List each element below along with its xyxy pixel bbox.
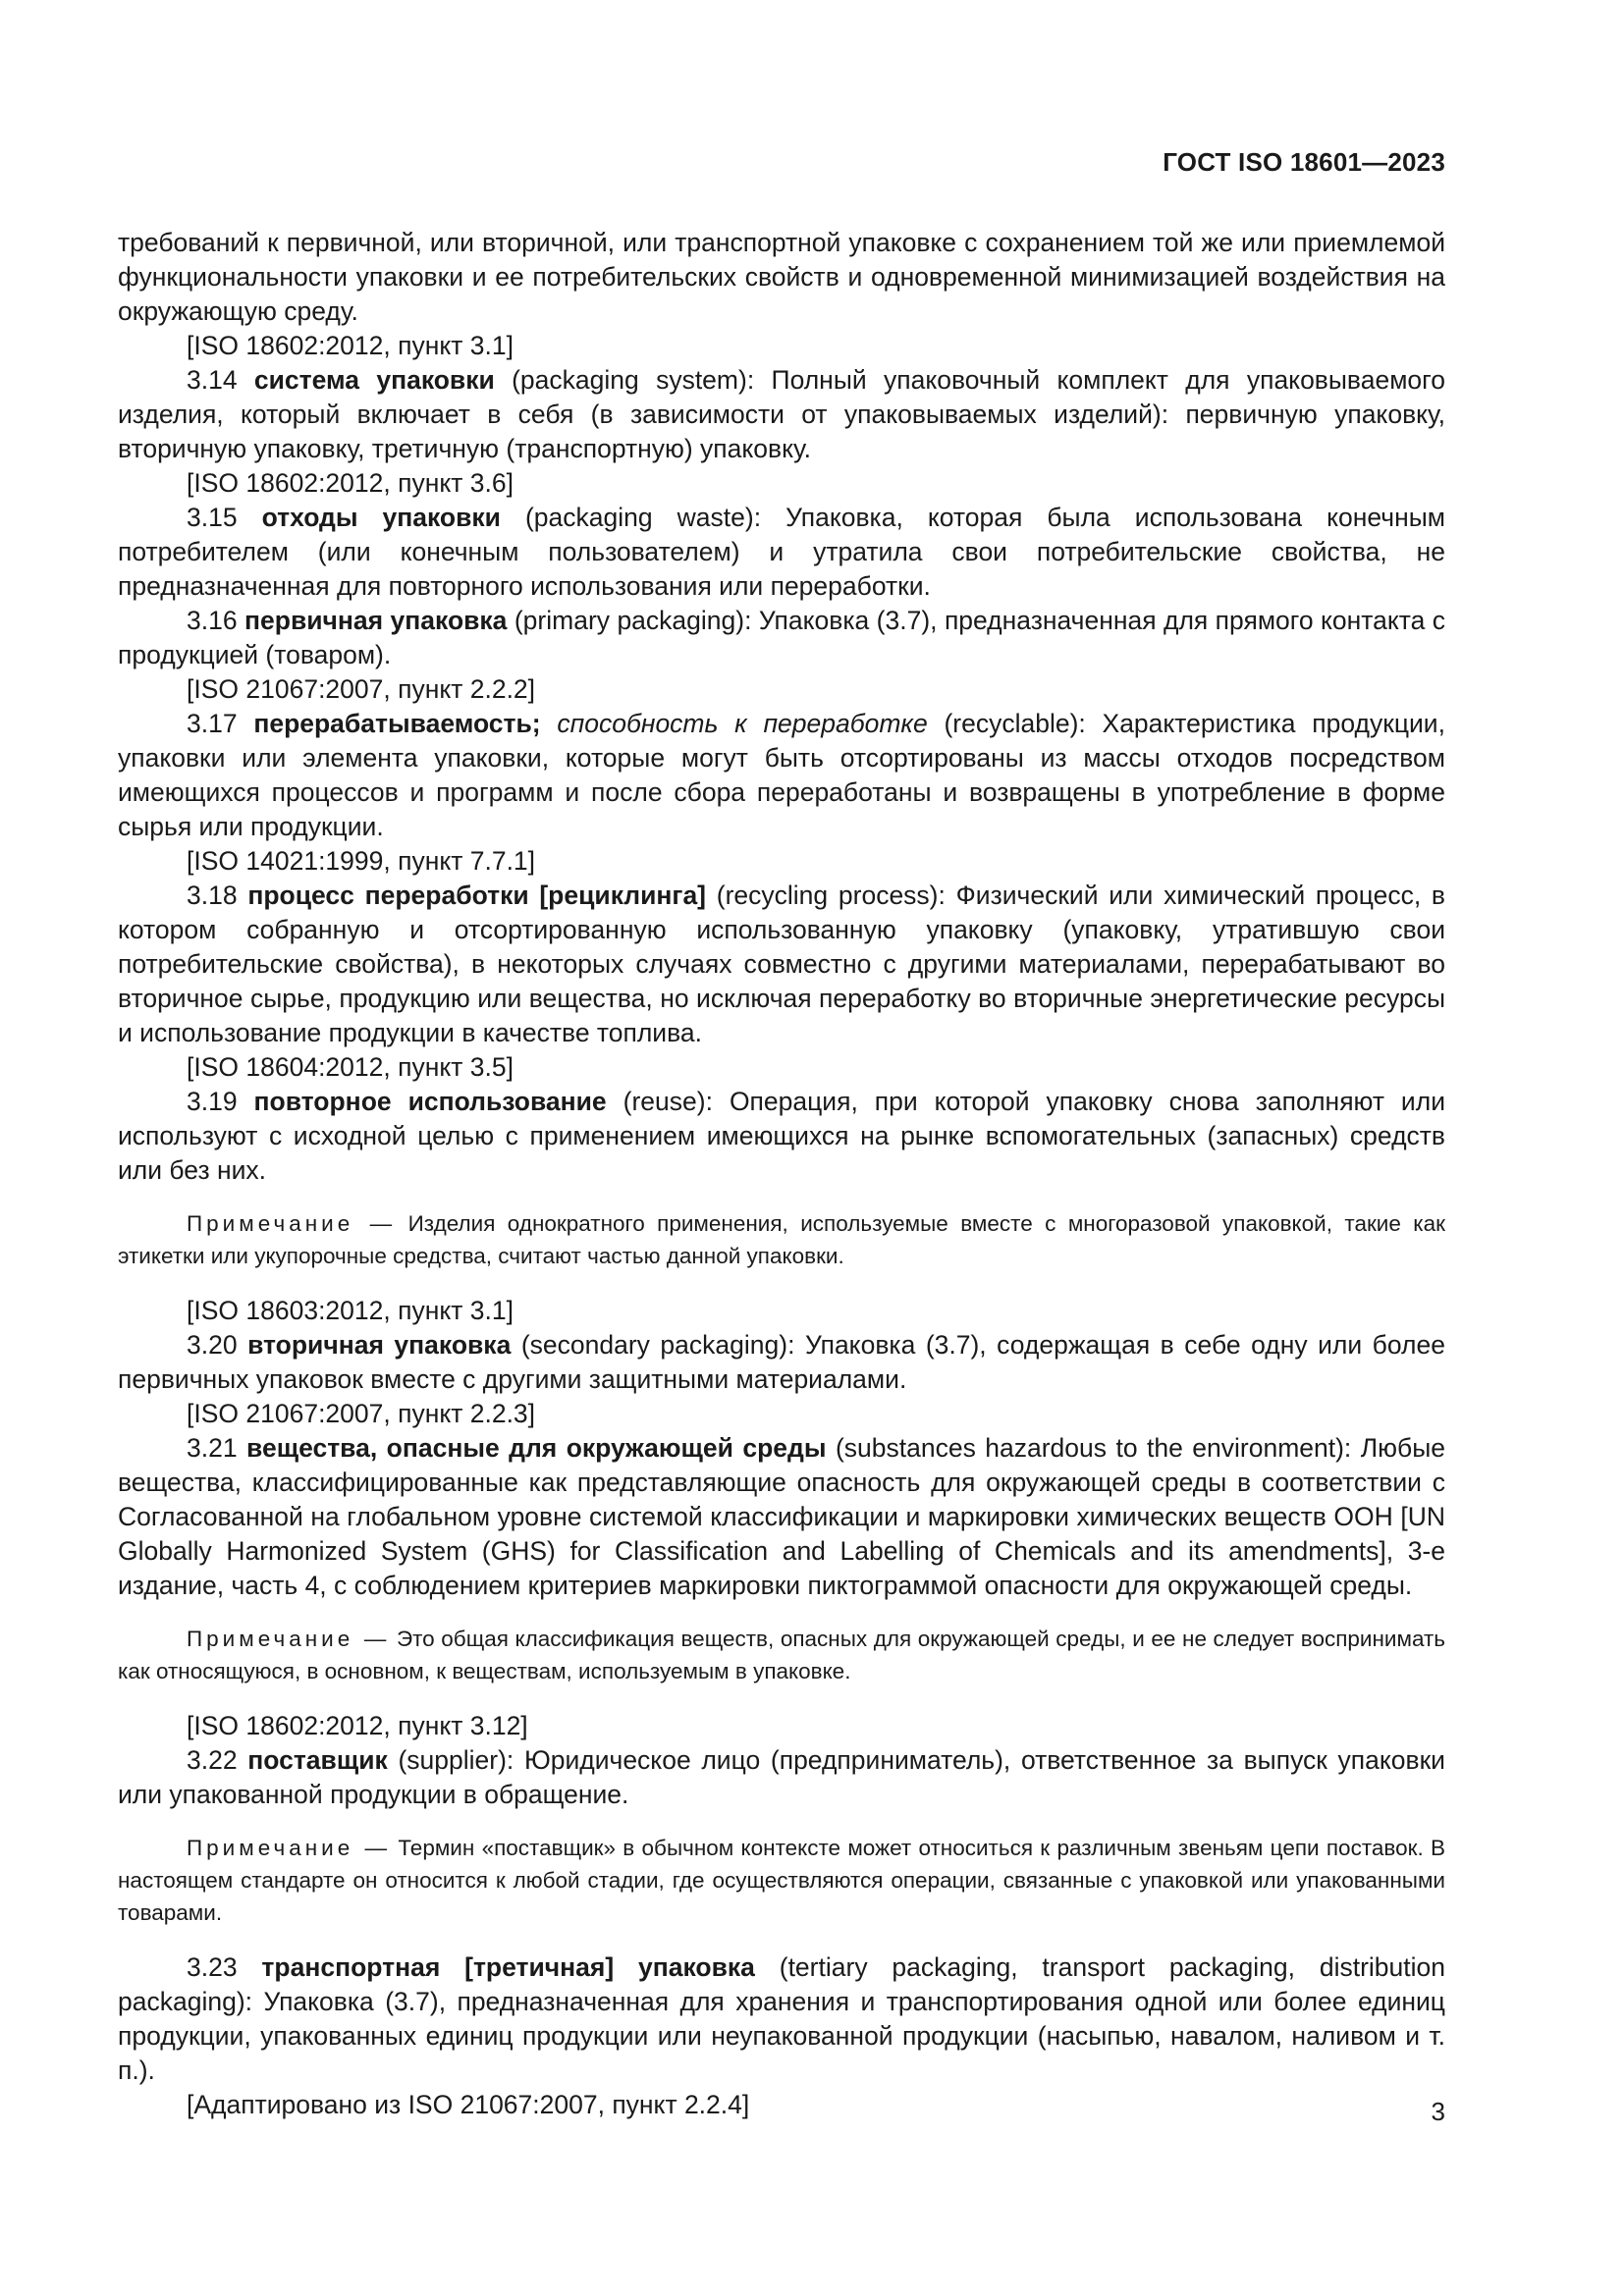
note-label: Примечание — [187,1627,391,1651]
document-body [118,226,1445,2122]
intro-reference: [ISO 18602:2012, пункт 3.1] [187,331,514,360]
term-number: 3.22 [187,1745,238,1775]
term-english: (secondary packaging): [520,1330,795,1360]
term-name: система упаковки [253,365,495,395]
term-english: (packaging system): [512,365,755,395]
term-reference: [ISO 21067:2007, пункт 2.2.3] [187,1399,536,1428]
note-3-22 [118,1832,1445,1929]
note-3-21 [118,1623,1445,1687]
term-3-21 [118,1431,1445,1603]
term-3-14 [118,363,1445,466]
term-reference: [Адаптировано из ISO 21067:2007, пункт 2.2.4] [187,2090,750,2119]
term-number: 3.15 [187,503,238,532]
term-alternative: способность к переработке [557,709,928,738]
term-3-16 [118,604,1445,672]
term-reference: [ISO 18603:2012, пункт 3.1] [187,1296,514,1325]
term-number: 3.21 [187,1433,238,1463]
term-definition: Упаковка (3.7), предназначенная для хранения и транспортирования одной или более единиц продукции, упакованных единиц продукции или неупакованной продукции (насыпью, навалом, наливом и т. п.). [118,1987,1445,2085]
term-3-20 [118,1328,1445,1397]
term-name: процесс переработки [рециклинга] [247,881,707,910]
note-text: Это общая классификация веществ, опасных для окружающей среды, и ее не следует воспринимать как относящуюся, в основном, к веществам, используемым в упаковке. [118,1627,1445,1683]
term-english: (tertiary packaging, transport packaging, distribution packaging): [118,1952,1445,2016]
term-english: (primary packaging): [514,606,752,635]
term-3-22 [118,1743,1445,1812]
term-number: 3.16 [187,606,238,635]
term-reference: [ISO 18602:2012, пункт 3.12] [187,1711,528,1740]
term-name: вещества, опасные для окружающей среды [246,1433,827,1463]
term-name: первичная упаковка [244,606,508,635]
note-label: Примечание — [187,1211,397,1236]
intro-paragraph: требований к первичной, или вторичной, или транспортной упаковке с сохранением той же или приемлемой функциональности упаковки и ее потребительских свойств и одновременной минимизацией воздействия на окружающую среду. [118,228,1445,326]
note-text: Изделия однократного применения, используемые вместе с многоразовой упаковкой, такие как этикетки или укупорочные средства, считают частью данной упаковки. [118,1211,1446,1268]
term-definition: Любые вещества, классифицированные как представляющие опасность для окружающей среды в соответствии с Согласованной на глобальном уровне системой классификации и маркировки химических веществ ООН [UN Globally Harmonized System (GHS) for Classification and Labelling of Chemicals and its amendments], 3-е издание, часть 4, с соблюдением критериев маркировки пиктограммой опасности для окружающей среды. [118,1433,1445,1600]
term-3-17 [118,707,1445,844]
term-number: 3.17 [187,709,238,738]
note-text: Термин «поставщик» в обычном контексте может относиться к различным звеньям цепи поставок. В настоящем стандарте он относится к любой стадии, где осуществляются операции, связанные с упаковкой или упакованными товарами. [118,1836,1445,1925]
term-reference: [ISO 14021:1999, пункт 7.7.1] [187,846,536,876]
term-name: перерабатываемость; [253,709,541,738]
term-name: поставщик [247,1745,388,1775]
term-definition: Упаковка (3.7), содержащая в себе одну или более первичных упаковок вместе с другими защитными материалами. [118,1330,1445,1394]
term-english: (recyclable): [944,709,1086,738]
term-name: вторичная упаковка [247,1330,512,1360]
term-number: 3.18 [187,881,238,910]
term-definition: Операция, при которой упаковку снова заполняют или используют с исходной целью с применением имеющихся на рынке вспомогательных (запасных) средств или без них. [118,1087,1445,1185]
term-3-23 [118,1950,1445,2088]
term-reference: [ISO 18602:2012, пункт 3.6] [187,468,514,498]
term-number: 3.23 [187,1952,238,1982]
term-english: (substances hazardous to the environment): [835,1433,1352,1463]
term-definition: Характеристика продукции, упаковки или элемента упаковки, которые могут быть отсортированы из массы отходов посредством имеющихся процессов и программ и после сбора переработаны и возвращены в употребление в форме сырья или продукции. [118,709,1445,841]
term-definition: Юридическое лицо (предприниматель), ответственное за выпуск упаковки или упакованной продукции в обращение. [118,1745,1445,1809]
note-3-19 [118,1207,1445,1272]
term-definition: Полный упаковочный комплект для упаковываемого изделия, который включает в себя (в зависимости от упаковываемых изделий): первичную упаковку, вторичную упаковку, третичную (транспортную) упаковку. [118,365,1445,463]
term-english: (supplier): [398,1745,514,1775]
term-number: 3.19 [187,1087,238,1116]
term-definition: Упаковка (3.7), предназначенная для прямого контакта с продукцией (товаром). [118,606,1446,669]
term-number: 3.20 [187,1330,238,1360]
term-3-18 [118,879,1445,1050]
term-reference: [ISO 21067:2007, пункт 2.2.2] [187,674,536,704]
term-3-19 [118,1085,1445,1188]
document-header: ГОСТ ISO 18601—2023 [1163,147,1445,177]
term-reference: [ISO 18604:2012, пункт 3.5] [187,1052,514,1082]
page-number: 3 [1431,2097,1445,2126]
term-english: (reuse): [623,1087,713,1116]
term-name: отходы упаковки [261,503,501,532]
term-number: 3.14 [187,365,238,395]
term-english: (recycling process): [716,881,946,910]
note-label: Примечание — [187,1836,392,1860]
term-definition: Физический или химический процесс, в котором собранную и отсортированную использованную упаковку (упаковку, утратившую свои потребительские свойства), в некоторых случаях совместно с другими материалами, перерабатывают во вторичное сырье, продукцию или вещества, но исключая переработку во вторичные энергетические ресурсы и использование продукции в качестве топлива. [118,881,1445,1047]
term-3-15 [118,501,1445,604]
term-name: транспортная [третичная] упаковка [261,1952,755,1982]
term-english: (packaging waste): [524,503,762,532]
term-definition: Упаковка, которая была использована конечным потребителем (или конечным пользователем) и утратила свои потребительские свойства, не предназначенная для повторного использования или переработки. [118,503,1445,601]
term-name: повторное использование [253,1087,607,1116]
